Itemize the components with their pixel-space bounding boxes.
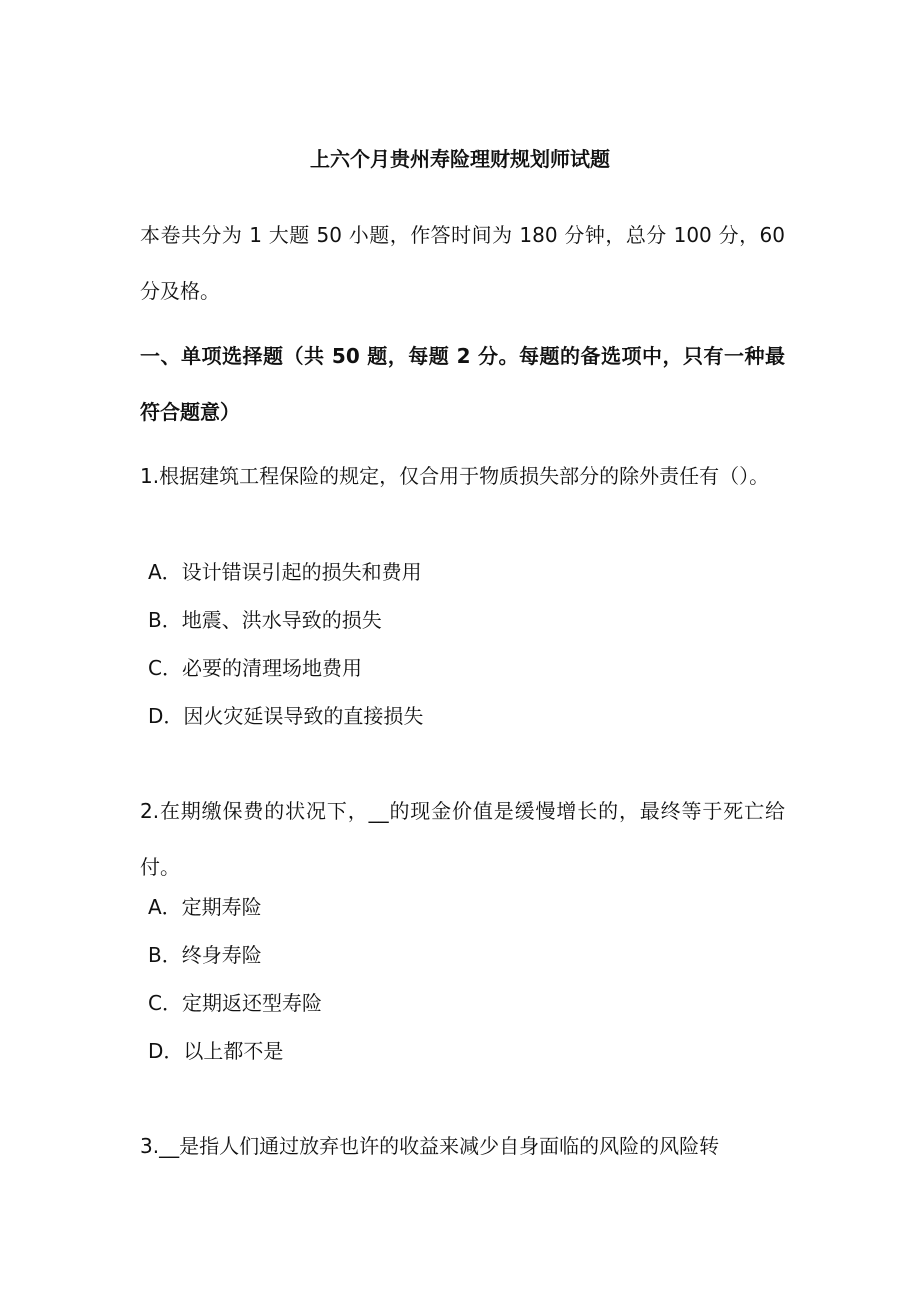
question-3-text: 3.__是指人们通过放弃也许的收益来减少自身面临的风险的风险转 — [140, 1134, 720, 1158]
exam-intro: 本卷共分为 1 大题 50 小题，作答时间为 180 分钟，总分 100 分，60 分及格。 — [140, 223, 785, 303]
option-b: B．地震、洪水导致的损失 — [148, 608, 382, 632]
document-title: 上六个月贵州寿险理财规划师试题 — [310, 147, 610, 171]
option-a: A．定期寿险 — [148, 895, 262, 919]
question-1-text: 1.根据建筑工程保险的规定，仅合用于物质损失部分的除外责任有（）。 — [140, 464, 770, 488]
option-b: B．终身寿险 — [148, 943, 262, 967]
section-heading: 一、单项选择题（共 50 题，每题 2 分。每题的备选项中，只有一种最符合题意） — [140, 344, 785, 424]
option-a: A．设计错误引起的损失和费用 — [148, 560, 422, 584]
question-1-options — [148, 548, 768, 740]
option-c: C．定期返还型寿险 — [148, 991, 322, 1015]
option-d: D．因火灾延误导致的直接损失 — [148, 704, 424, 728]
option-d: D．以上都不是 — [148, 1039, 284, 1063]
question-2-options — [148, 883, 768, 1075]
question-2-text: 2.在期缴保费的状况下，__的现金价值是缓慢增长的，最终等于死亡给付。 — [140, 799, 785, 879]
option-c: C．必要的清理场地费用 — [148, 656, 362, 680]
